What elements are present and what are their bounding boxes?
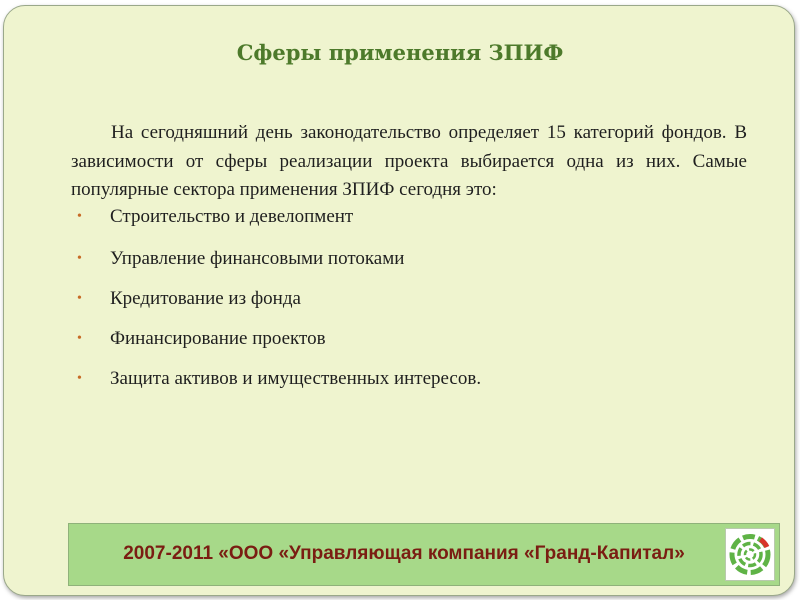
list-item: [71, 247, 747, 287]
list-item: [71, 205, 747, 247]
bullet-icon: •: [77, 208, 82, 224]
list-item-text: Строительство и девелопмент: [110, 205, 354, 227]
list-item-text: Управление финансовыми потоками: [110, 247, 405, 269]
list-item: [71, 287, 747, 327]
footer-copyright: 2007-2011 «ООО «Управляющая компания «Гранд-Капитал»: [123, 543, 685, 564]
bullet-list: [71, 205, 747, 407]
list-item: [71, 367, 747, 407]
slide-body: [71, 119, 747, 407]
list-item-text: Кредитование из фонда: [110, 287, 301, 309]
company-logo: [725, 528, 775, 581]
list-item-text: Финансирование проектов: [110, 327, 326, 349]
footer-bar: [68, 523, 780, 586]
slide-title: Сферы применения ЗПИФ: [236, 40, 564, 65]
list-item: [71, 327, 747, 367]
list-item-text: Защита активов и имущественных интересов.: [110, 367, 482, 389]
intro-paragraph: На сегодняшний день законодательство определяет 15 категорий фондов. В зависимости от сферы реализации проекта выбирается одна из них. Самые популярные сектора применения ЗПИФ сегодня это:: [71, 122, 747, 200]
circular-logo-icon: [726, 529, 774, 580]
bullet-icon: •: [77, 250, 82, 266]
bullet-icon: •: [77, 330, 82, 346]
bullet-icon: •: [77, 370, 82, 386]
bullet-icon: •: [77, 290, 82, 306]
